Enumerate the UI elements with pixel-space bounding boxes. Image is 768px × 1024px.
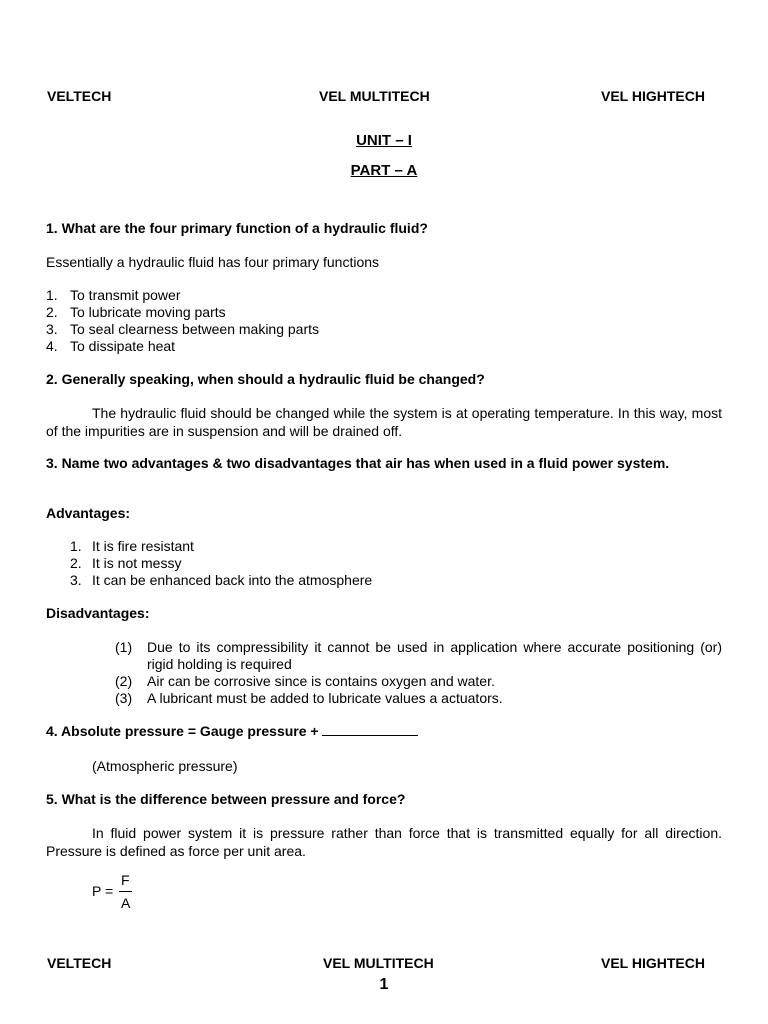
q4-answer: (Atmospheric pressure) — [92, 758, 238, 774]
question-3: 3. Name two advantages & two disadvantages that air has when used in a fluid power system. — [46, 455, 670, 471]
part-title: PART – A — [350, 162, 418, 179]
list-item: 3. To seal clearness between making parts — [46, 321, 320, 337]
unit-title: UNIT – I — [356, 132, 412, 149]
formula-numerator: F — [121, 872, 130, 888]
q1-intro: Essentially a hydraulic fluid has four primary functions — [46, 254, 380, 270]
q2-answer: The hydraulic fluid should be changed while the system is at operating temperature. In this way, most of the impurities are in suspension and will be drained off. — [46, 405, 722, 439]
footer-left: VELTECH — [47, 955, 112, 971]
list-item: 4. To dissipate heat — [46, 338, 176, 354]
header-center: VEL MULTITECH — [319, 88, 430, 104]
fraction-bar — [119, 891, 132, 892]
q1-list — [46, 287, 319, 355]
question-2: 2. Generally speaking, when should a hydraulic fluid be changed? — [46, 371, 485, 387]
question-1: 1. What are the four primary function of a hydraulic fluid? — [46, 220, 428, 236]
q5-answer: In fluid power system it is pressure rather than force that is transmitted equally for all direction. Pressure is defined as force per unit area. — [46, 825, 722, 859]
page-number: 1 — [379, 976, 389, 993]
question-5: 5. What is the difference between pressure and force? — [46, 791, 406, 807]
list-item: (1) Due to its compressibility it cannot be used in application where accurate positioning (or) rigid holding is required — [115, 639, 722, 672]
header-right: VEL HIGHTECH — [601, 88, 705, 104]
list-item: 1. To transmit power — [46, 287, 181, 303]
list-item: 2. To lubricate moving parts — [46, 304, 226, 320]
formula-denominator: A — [121, 895, 131, 911]
list-item: (2) Air can be corrosive since is contains oxygen and water. — [115, 673, 495, 689]
disadvantages-label: Disadvantages: — [46, 605, 150, 621]
formula-lhs: P = — [92, 883, 114, 899]
header-left: VELTECH — [47, 88, 112, 104]
list-item: 1. It is fire resistant — [70, 538, 194, 554]
advantages-label: Advantages: — [46, 505, 131, 521]
list-item: 3. It can be enhanced back into the atmosphere — [70, 572, 373, 588]
answer-blank — [322, 723, 418, 736]
footer-right: VEL HIGHTECH — [601, 955, 705, 971]
list-item: 2. It is not messy — [70, 555, 182, 571]
pressure-formula — [92, 872, 152, 916]
footer-center: VEL MULTITECH — [323, 955, 434, 971]
question-4: 4. Absolute pressure = Gauge pressure + — [46, 723, 722, 739]
advantages-list — [70, 538, 372, 589]
list-item: (3) A lubricant must be added to lubricate values a actuators. — [115, 690, 503, 706]
